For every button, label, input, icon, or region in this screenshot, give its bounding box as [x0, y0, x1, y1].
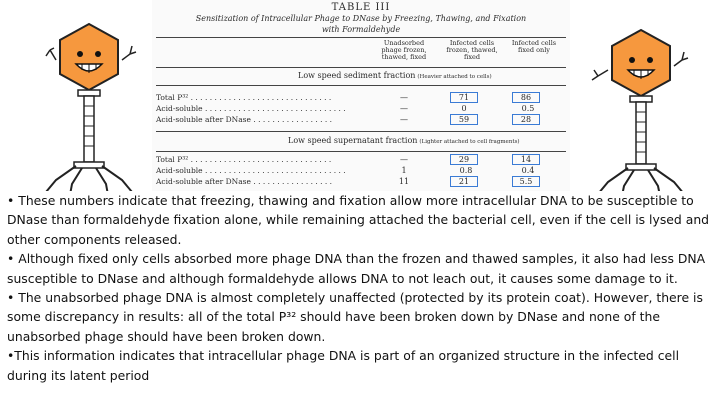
table-cell: 0.8	[459, 166, 473, 175]
table-cell: 59	[450, 114, 478, 125]
table-caption	[162, 13, 560, 35]
table-cell: —	[400, 93, 408, 102]
table-cell: 21	[450, 176, 478, 187]
row-label-text: Acid-soluble	[156, 166, 203, 175]
table-rule-sect2	[156, 151, 566, 152]
table-rule-top	[156, 37, 566, 38]
table-cell: 29	[450, 154, 478, 165]
bullet-item: • Although fixed only cells absorbed more phage DNA than the frozen and thawed samples, it also had less DNA susceptible to DNase and although formaldehyde allows DNA to not leach out, it causes some damage to it.	[7, 251, 706, 286]
table-cell: 28	[512, 114, 540, 125]
table-cell: 0.5	[521, 104, 535, 113]
table-cell: 5.5	[512, 176, 540, 187]
row-label-text: Total P³²	[156, 155, 189, 164]
table-cell: —	[400, 155, 408, 164]
row-label-text: Total P³²	[156, 93, 189, 102]
bullet-item: • These numbers indicate that freezing, thawing and fixation allow more intracellular DNA to be susceptible to DNase than formaldehyde fixation alone, while remaining attached the bacterial cell, even if the cell is lysed and other components released.	[7, 193, 710, 247]
bullet-item: •This information indicates that intracellular phage DNA is part of an organized structure in the infected cell during its latent period	[7, 348, 680, 383]
table-cell: 1	[401, 166, 407, 175]
table-cell: 11	[398, 177, 410, 186]
section-title-supernatant	[288, 136, 520, 145]
table-rule-header	[156, 67, 566, 68]
table-cell: 71	[450, 92, 478, 103]
table-caption-line2: with Formaldehyde	[321, 25, 401, 34]
row-label-text: Acid-soluble after DNase	[156, 115, 251, 124]
table-rule-sect1	[156, 85, 566, 86]
table-cell: 0.4	[521, 166, 535, 175]
table-caption-line1: Sensitization of Intracellular Phage to DNase by Freezing, Thawing, and Fixation	[195, 14, 527, 23]
bacteriophage-icon	[586, 26, 696, 196]
row-label: Total P³² . . . . . . . . . . . . . . . . . . . . . . . . . . . . . .	[156, 155, 332, 164]
row-label: Acid-soluble after DNase . . . . . . . . . . . . . . . . .	[156, 177, 333, 186]
table-rule-mid	[156, 131, 566, 132]
bacteriophage-icon	[34, 20, 144, 195]
row-label: Acid-soluble . . . . . . . . . . . . . . . . . . . . . . . . . . . . . .	[156, 166, 346, 175]
table-title: TABLE III	[331, 2, 391, 13]
table-cell: 86	[512, 92, 540, 103]
row-label: Acid-soluble after DNase . . . . . . . . . . . . . . . . .	[156, 115, 333, 124]
row-label-text: Acid-soluble after DNase	[156, 177, 251, 186]
column-header-frozen: Infected cells frozen, thawed, fixed	[446, 39, 498, 61]
table-cell: 0	[461, 104, 467, 113]
table-cell: —	[400, 115, 408, 124]
column-header-unadsorbed: Unadsorbed phage frozen, thawed, fixed	[381, 39, 427, 61]
section-title-text: Low speed sediment fraction	[298, 71, 416, 80]
bullet-list	[7, 191, 717, 385]
table-image	[152, 0, 570, 192]
column-header-fixed: Infected cells fixed only	[511, 39, 557, 54]
section-title-sediment	[298, 71, 492, 80]
section-title-text: Low speed supernatant fraction	[288, 136, 418, 145]
row-label: Total P³² . . . . . . . . . . . . . . . . . . . . . . . . . . . . . .	[156, 93, 332, 102]
row-label: Acid-soluble . . . . . . . . . . . . . . . . . . . . . . . . . . . . . .	[156, 104, 346, 113]
section-note: (Lighter attached to cell fragments)	[419, 139, 520, 145]
row-label-text: Acid-soluble	[156, 104, 203, 113]
table-cell: 14	[512, 154, 540, 165]
table-cell: —	[400, 104, 408, 113]
section-note: (Heavier attached to cells)	[417, 74, 492, 80]
bullet-item: • The unabsorbed phage DNA is almost completely unaffected (protected by its protein coat). However, there is some discrepancy in results: all of the total P³² should have been broken down by DNase and none of the unabsorbed phage should have been broken down.	[7, 290, 703, 344]
